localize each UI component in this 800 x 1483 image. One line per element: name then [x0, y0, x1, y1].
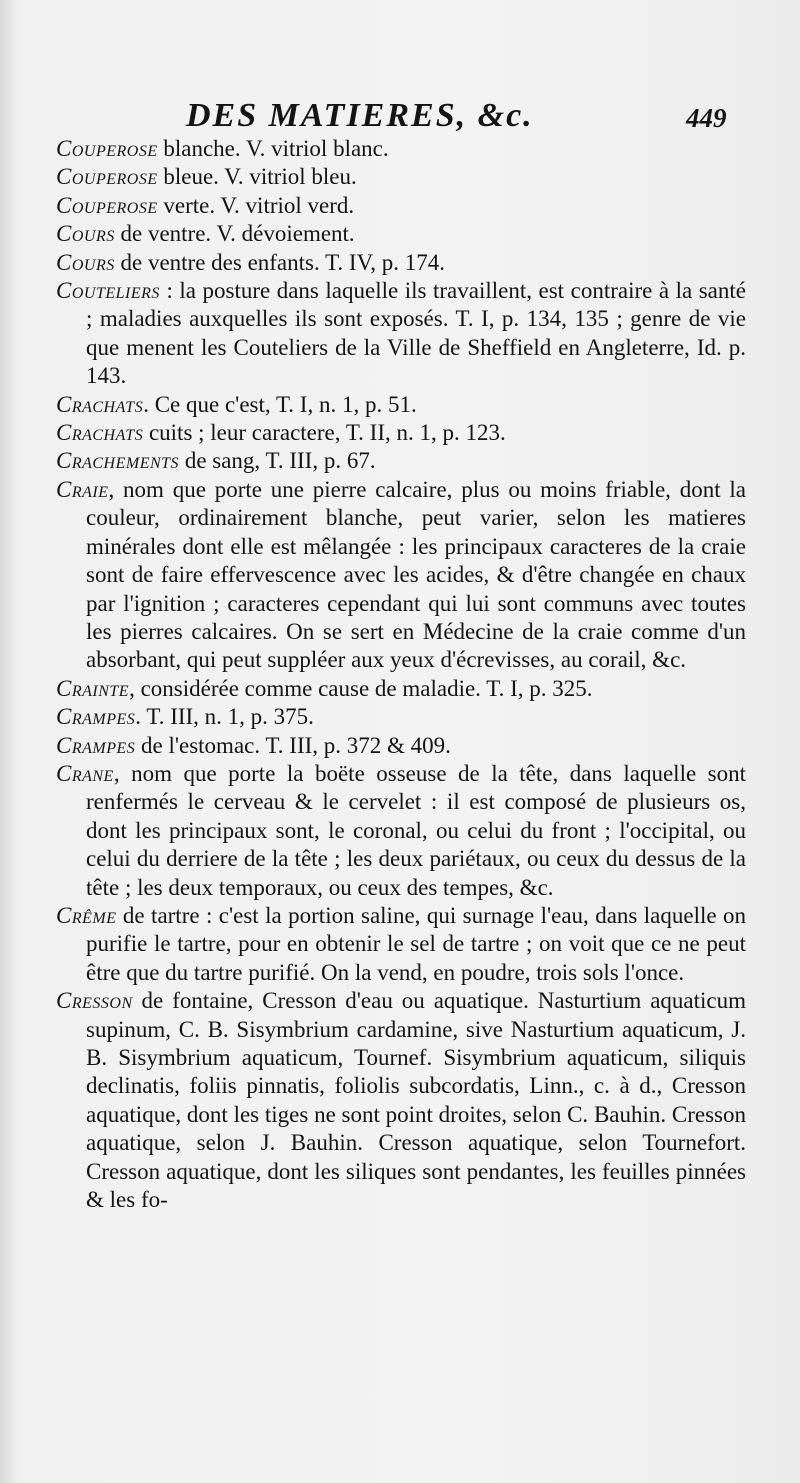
page-number: 449 [686, 103, 727, 133]
entry-headword: Cresson [56, 988, 133, 1014]
entry-headword: Couperose [56, 136, 158, 161]
entry-headword: Couperose [56, 164, 158, 190]
index-entry [56, 476, 746, 675]
entry-text: de fontaine, Cresson d'eau ou aquatique. Nasturtium aquaticum supinum, C. B. Sisymbrium cardamine, sive Nasturtium aquaticum, J. B. Sisymbrium aquaticum, Tournef. Sisymbrium aquaticum, siliquis declinatis, foliis pinnatis, foliolis subcordatis, Linn., c. à d., Cresson aquatique, dont les tiges ne sont point droites, selon C. Bauhin. Cresson aquatique, selon J. Bauhin. Cresson aquatique, selon Tournefort. Cresson aquatique, dont les siliques sont pendantes, les feuilles pinnées & les fo- [86, 988, 746, 1213]
entry-text: de tartre : c'est la portion saline, qui surnage l'eau, dans laquelle on purifie le tartre, pour en obtenir le sel de tartre ; on voit que ce ne peut être que du tartre purifié. On la vend, en poudre, trois sols l'once. [86, 902, 746, 985]
index-entry [56, 249, 746, 277]
entry-text: cuits ; leur caractere, T. II, n. 1, p. 123. [143, 420, 506, 446]
entry-headword: Craie [56, 476, 109, 502]
entry-headword: Cours [56, 221, 115, 247]
entry-headword: Crainte [56, 675, 130, 701]
entry-text: , nom que porte la boëte osseuse de la tête, dans laquelle sont renfermés le cerveau & le cervelet : il est composé de plusieurs os, dont les principaux sont, le coronal, ou celui du front ; l'occipital, ou celui du derriere de la tête ; les deux pariétaux, ou ceux du dessus de la tête ; les deux temporaux, ou ceux des tempes, &c. [86, 760, 746, 900]
entry-headword: Crême [56, 902, 117, 928]
entry-text: : la posture dans laquelle ils travaillent, est contraire à la santé ; maladies auxquelles ils sont exposés. T. I, p. 134, 135 ; genre de vie que menent les Couteliers de la Ville de Sheffield en Angleterre, Id. p. 143. [86, 278, 746, 389]
entry-text: blanche. V. vitriol blanc. [157, 136, 389, 161]
entry-text: . T. III, n. 1, p. 375. [135, 704, 314, 730]
entry-headword: Crampes [56, 704, 136, 730]
entry-text: . Ce que c'est, T. I, n. 1, p. 51. [143, 391, 417, 417]
index-entry [56, 760, 746, 902]
entry-headword: Crane [56, 760, 114, 786]
entry-text: de l'estomac. T. III, p. 372 & 409. [135, 732, 451, 758]
entry-headword: Crachements [56, 448, 180, 474]
entry-text: bleue. V. vitriol bleu. [157, 164, 357, 190]
entry-headword: Crachats [56, 420, 144, 446]
entry-text: , nom que porte une pierre calcaire, plus ou moins friable, dont la couleur, ordinairement blanche, peut varier, selon les matieres minérales dont elle est mêlangée : les principaux caracteres de la craie sont de faire effervescence avec les acides, & d'être changée en chaux par l'ignition ; caracteres cependant qui lui sont communs avec toutes les pierres calcaires. On se sert en Médecine de la craie comme d'un absorbant, qui peut suppléer aux yeux d'écrevisses, au corail, &c. [86, 476, 746, 673]
index-entry [56, 163, 746, 191]
index-entry [56, 902, 746, 987]
index-entries [56, 135, 746, 1214]
index-entry [56, 675, 746, 703]
index-entry [56, 220, 746, 248]
index-entry [56, 703, 746, 731]
running-head: DES MATIERES, &c. [186, 97, 534, 134]
entry-headword: Cours [56, 249, 115, 275]
index-entry [56, 732, 746, 760]
index-entry [56, 277, 746, 391]
entry-headword: Crampes [56, 732, 136, 758]
entry-text: de sang, T. III, p. 67. [179, 448, 376, 474]
index-entry [56, 135, 746, 163]
index-entry [56, 987, 746, 1214]
entry-text: verte. V. vitriol verd. [157, 192, 355, 218]
entry-text: de ventre. V. dévoiement. [114, 221, 355, 247]
index-entry [56, 419, 746, 447]
entry-headword: Crachats [56, 391, 144, 417]
entry-text: de ventre des enfants. T. IV, p. 174. [114, 249, 445, 275]
entry-text: , considérée comme cause de maladie. T. I, p. 325. [129, 675, 593, 701]
index-entry [56, 192, 746, 220]
index-entry [56, 447, 746, 475]
entry-headword: Couteliers [56, 278, 160, 304]
entry-headword: Couperose [56, 192, 158, 218]
index-entry [56, 391, 746, 419]
